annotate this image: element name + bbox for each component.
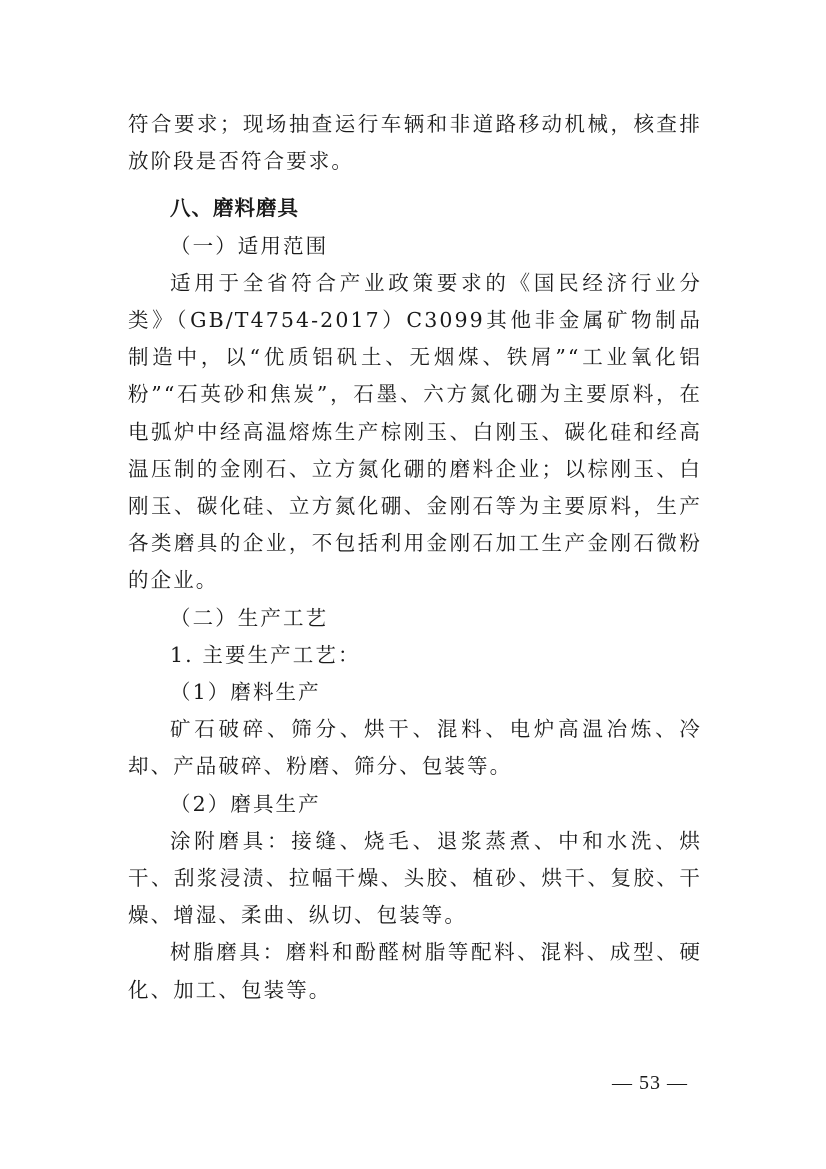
subsection-heading-scope: （一）适用范围 xyxy=(170,233,329,258)
item-heading-main-process: 1. 主要生产工艺： xyxy=(170,642,361,667)
paragraph-scope: 适用于全省符合产业政策要求的《国民经济行业分类》（GB/T4754-2017）C3099其他非金属矿物制品制造中，以“优质铝矾土、无烟煤、铁屑”“工业氧化铝粉”“石英砂和焦炭”，石墨、六方氮化硼为主要原料，在电弧炉中经高温熔炼生产棕刚玉、白刚玉、碳化硅和经高温压制的金刚石、立方氮化硼的磨料企业；以棕刚玉、白刚玉、碳化硅、立方氮化硼、金刚石等为主要原料，生产各类磨具的企业，不包括利用金刚石加工生产金刚石微粉的企业。 xyxy=(128,270,702,593)
subsection-heading-process: （二）生产工艺 xyxy=(170,605,329,630)
section-heading: 八、磨料磨具 xyxy=(170,196,299,221)
page-number: — 53 — xyxy=(612,1072,688,1094)
paragraph-abrasive-production: 矿石破碎、筛分、烘干、混料、电炉高温冶炼、冷却、产品破碎、粉磨、筛分、包装等。 xyxy=(128,717,702,779)
paragraph-coated-abrasives: 涂附磨具：接缝、烧毛、退浆蒸煮、中和水洗、烘干、刮浆浸渍、拉幅干燥、头胶、植砂、烘干、复胶、干燥、增湿、柔曲、纵切、包装等。 xyxy=(128,828,702,928)
document-page xyxy=(128,106,702,1009)
paragraph-continuation: 符合要求；现场抽查运行车辆和非道路移动机械，核查排放阶段是否符合要求。 xyxy=(128,112,702,174)
item-heading-abrasive-production: （1）磨料生产 xyxy=(170,680,321,705)
item-heading-tool-production: （2）磨具生产 xyxy=(170,791,321,816)
paragraph-resin-abrasives: 树脂磨具：磨料和酚醛树脂等配料、混料、成型、硬化、加工、包装等。 xyxy=(128,940,702,1002)
